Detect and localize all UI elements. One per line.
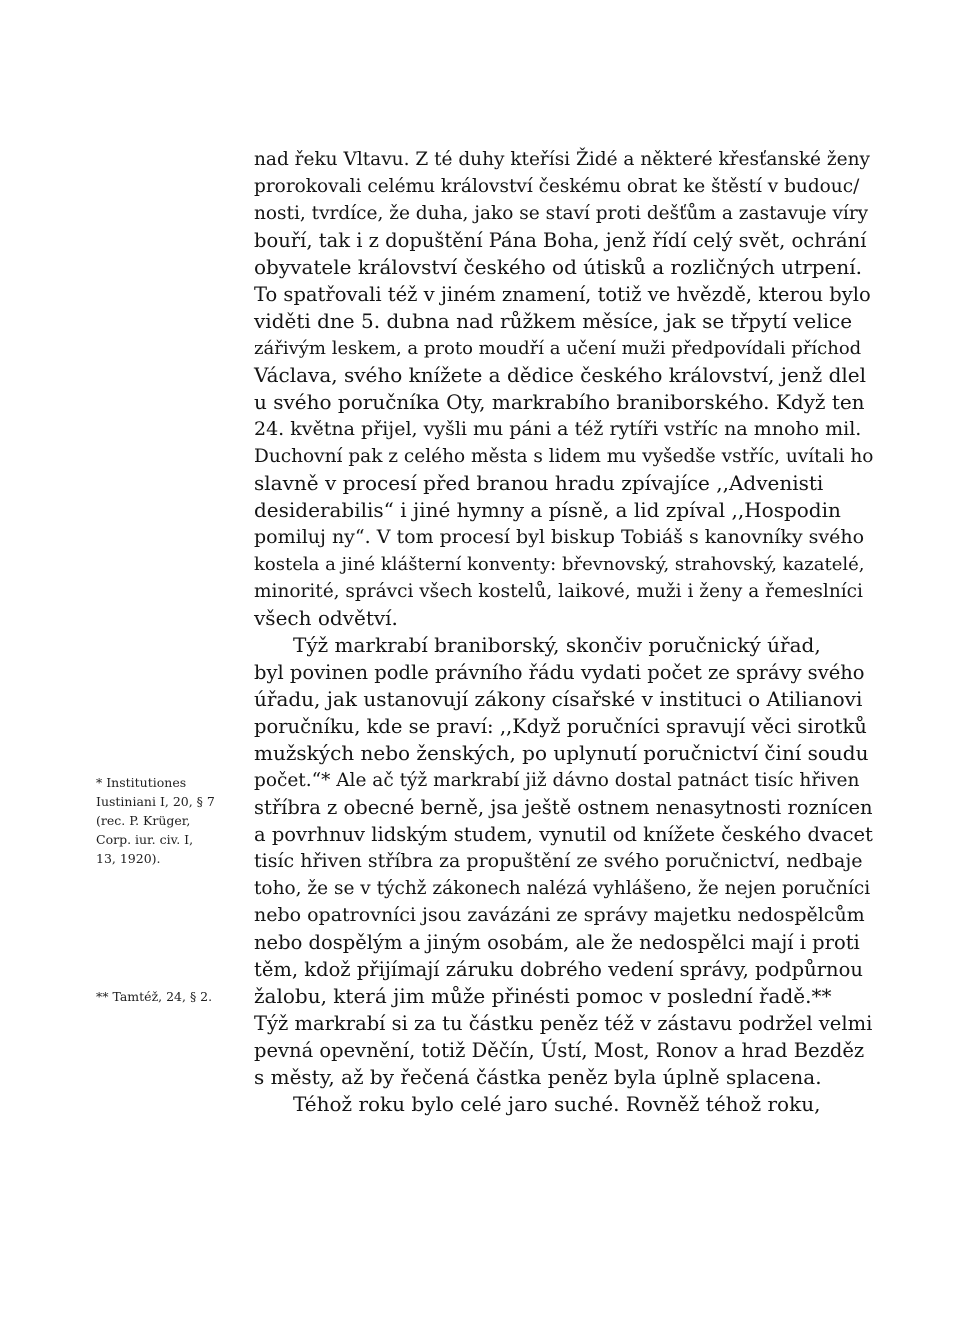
text-line: Duchovní pak z celého města s lidem mu vyšedše vstříc, uvítali ho [254, 446, 874, 467]
footnote-line: * Institutiones [96, 775, 187, 790]
text-line: nebo opatrovníci jsou zavázáni ze správy majetku nedospělcům [254, 904, 865, 926]
text-line: Týž markrabí si za tu částku peněz též v zástavu podržel velmi [254, 1012, 873, 1035]
text-line: minorité, správci všech kostelů, laikové, muži i ženy a řemeslníci [254, 581, 863, 602]
text-line: mužských nebo ženských, po uplynutí poručnictví činí soudu [254, 741, 869, 765]
paragraph-start-line: Týž markrabí braniborský, skončiv poručnický úřad, [293, 633, 821, 657]
footnote-line: Corp. iur. civ. I, [96, 832, 194, 847]
text-line: s městy, až by řečená částka peněz byla úplně splacena. [254, 1065, 822, 1089]
marginal-footnote-1 [96, 773, 215, 868]
text-line: pomiluj ny“. V tom procesí byl biskup Tobiáš s kanovníky svého [254, 526, 865, 548]
marginal-footnote-2 [96, 987, 212, 1006]
text-line: 24. května přijel, vyšli mu páni a též rytíři vstříc na mnoho mil. [254, 418, 862, 440]
text-line: stříbra z obecné berně, jsa ještě ostnem nenasytnosti roznícen [254, 796, 873, 819]
text-line: To spatřovali též v jiném znamení, totiž ve hvězdě, kterou bylo [254, 283, 871, 306]
text-line: u svého poručníka Oty, markrabího braniborského. Když ten [254, 390, 865, 414]
text-line: žalobu, která jim může přinésti pomoc v poslední řadě.** [254, 984, 832, 1008]
text-line: všech odvětví. [254, 606, 398, 630]
footnote-line: Iustiniani I, 20, § 7 [96, 794, 215, 809]
text-line: obyvatele království českého od útisků a rozličných utrpení. [254, 255, 862, 279]
text-line: úřadu, jak ustanovují zákony císařské v instituci o Atilianovi [254, 687, 863, 711]
text-line: zářivým leskem, a proto moudří a učení muži předpovídali příchod [254, 338, 862, 359]
text-line: a povrhnuv lidským studem, vynutil od knížete českého dvacet [254, 823, 873, 846]
paragraph-start-line: Téhož roku bylo celé jaro suché. Rovněž téhož roku, [293, 1092, 821, 1116]
text-line: nebo dospělým a jiným osobám, ale že nedospělci mají i proti [254, 931, 860, 954]
text-line: slavně v procesí před branou hradu zpívajíce ,,Advenisti [254, 471, 824, 495]
text-line: nad řeku Vltavu. Z té duhy kteřísi Židé a některé křesťanské ženy [254, 149, 870, 170]
text-line: viděti dne 5. dubna nad růžkem měsíce, jak se třpytí velice [254, 309, 853, 333]
main-text-column [254, 146, 874, 1118]
text-line: bouří, tak i z dopuštění Pána Boha, jenž řídí celý svět, ochrání [254, 229, 867, 252]
text-line: toho, že se v týchž zákonech nalézá vyhlášeno, že nejen poručníci [254, 878, 871, 899]
text-line: desiderabilis“ i jiné hymny a písně, a lid zpíval ,,Hospodin [254, 498, 841, 522]
text-line: těm, kdož přijímají záruku dobrého vedení správy, podpůrnou [254, 958, 863, 981]
text-line: byl povinen podle právního řádu vydati počet ze správy svého [254, 661, 865, 684]
footnote-line: 13, 1920). [96, 851, 161, 866]
text-line: prorokovali celému království českému obrat ke štěstí v budouc/ [254, 176, 860, 197]
text-line: poručníku, kde se praví: ,,Když poručníci spravují věci sirotků [254, 715, 867, 738]
text-line: pevná opevnění, totiž Děčín, Ústí, Most, Ronov a hrad Bezděz [254, 1039, 865, 1062]
text-line: tisíc hřiven stříbra za propuštění ze svého poručnictví, nedbaje [254, 850, 863, 872]
text-line: Václava, svého knížete a dědice českého království, jenž dlel [254, 363, 867, 387]
footnote-line: (rec. P. Krüger, [96, 813, 191, 828]
text-line: nosti, tvrdíce, že duha, jako se staví proti dešťům a zastavuje víry [254, 203, 869, 224]
text-line: kostela a jiné klášterní konventy: břevnovský, strahovský, kazatelé, [254, 554, 865, 575]
text-line: počet.“* Ale ač týž markrabí již dávno dostal patnáct tisíc hřiven [254, 770, 860, 791]
footnote-line: ** Tamtéž, 24, § 2. [96, 989, 213, 1004]
